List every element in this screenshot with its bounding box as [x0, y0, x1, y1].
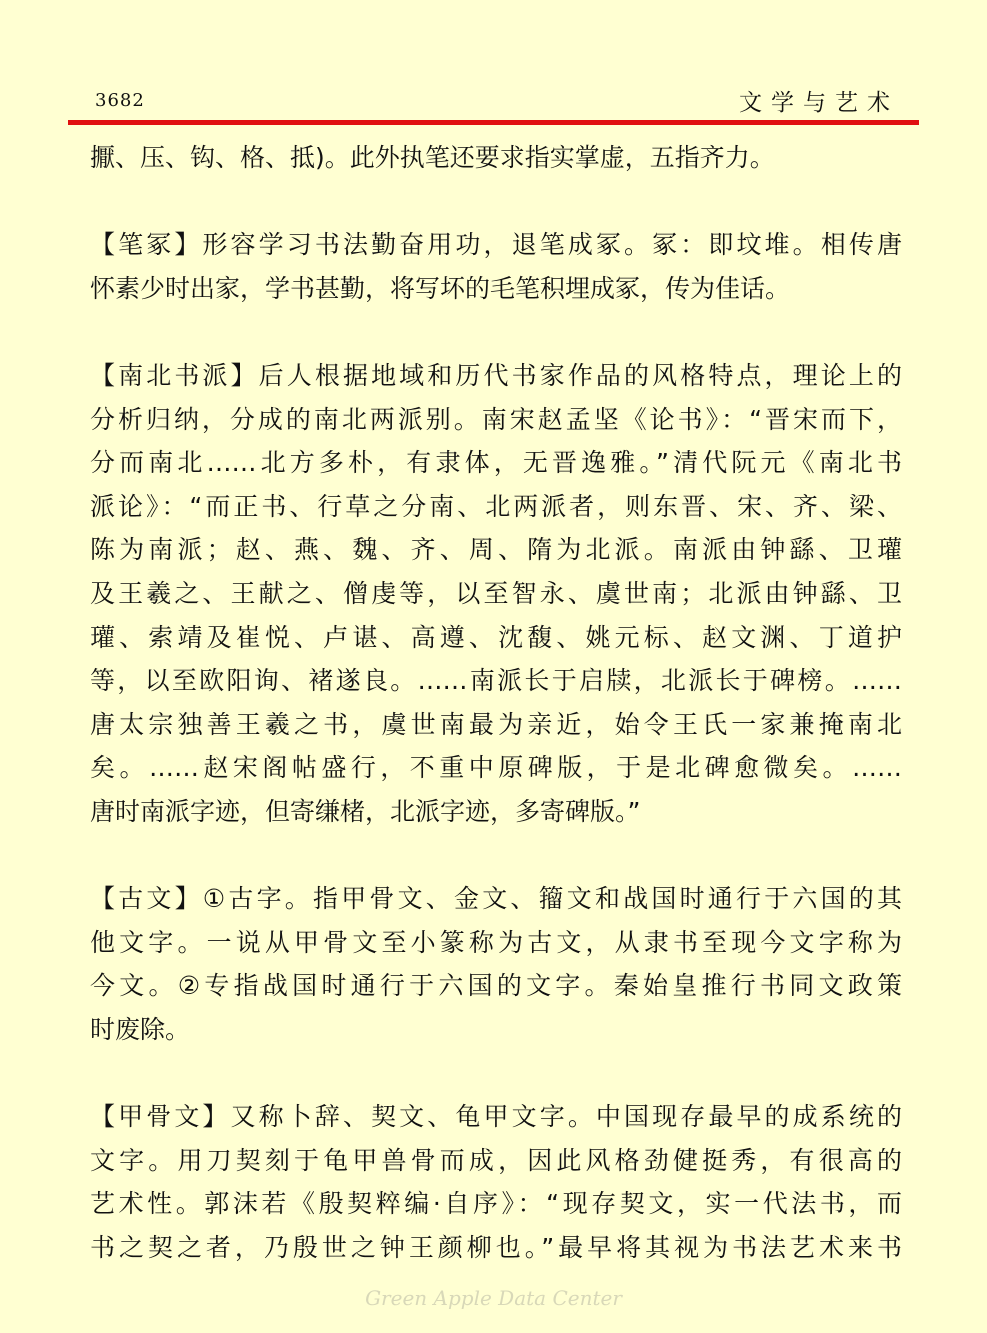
entry-gu-wen: [90, 877, 902, 1051]
text-line: 【笔冢】形容学习书法勤奋用功，退笔成冢。冢：即坟堆。相传唐: [90, 230, 902, 260]
text-line: 他文字。一说从甲骨文至小篆称为古文，从隶书至现今文字称为: [90, 927, 902, 957]
text-line: 擫、压、钩、格、抵)。此外执笔还要求指实掌虚，五指齐力。: [90, 143, 775, 172]
text-line: 书之契之者，乃殷世之钟王颜柳也。”最早将其视为书法艺术来书: [90, 1232, 902, 1262]
text-line: 矣。……赵宋阁帖盛行，不重中原碑版，于是北碑愈微矣。……: [90, 753, 902, 783]
text-line: 及王羲之、王献之、僧虔等，以至智永、虞世南；北派由钟繇、卫: [90, 578, 902, 608]
text-line: 陈为南派；赵、燕、魏、齐、周、隋为北派。南派由钟繇、卫瓘: [90, 535, 902, 565]
text-line: 【甲骨文】又称卜辞、契文、龟甲文字。中国现存最早的成系统的: [90, 1102, 902, 1132]
entry-jia-gu-wen: [90, 1095, 902, 1269]
text-line: 艺术性。郭沫若《殷契粹编·自序》：“现存契文，实一代法书，而: [90, 1189, 902, 1219]
section-title: 文学与艺术: [739, 90, 899, 116]
paragraph-continuation: [90, 136, 902, 180]
footer-watermark: Green Apple Data Center: [365, 1286, 622, 1310]
text-line: 【古文】①古字。指甲骨文、金文、籀文和战国时通行于六国的其: [90, 884, 902, 914]
text-line: 今文。②专指战国时通行于六国的文字。秦始皇推行书同文政策: [90, 971, 902, 1001]
text-line: 文字。用刀契刻于龟甲兽骨而成，因此风格劲健挺秀，有很高的: [90, 1145, 902, 1175]
text-line: 瓘、索靖及崔悦、卢谌、高遵、沈馥、姚元标、赵文渊、丁道护: [90, 622, 902, 652]
header-divider: [68, 120, 919, 125]
page-number: 3682: [95, 90, 145, 111]
text-line: 唐时南派字迹，但寄缣楮，北派字迹，多寄碑版。”: [90, 796, 641, 826]
text-line: 时废除。: [90, 1014, 191, 1044]
text-line: 怀素少时出家，学书甚勤，将写坏的毛笔积埋成冢，传为佳话。: [90, 273, 791, 303]
text-line: 分而南北……北方多朴，有隶体，无晋逸雅。”清代阮元《南北书: [90, 448, 902, 478]
text-line: 等，以至欧阳询、褚遂良。……南派长于启牍，北派长于碑榜。……: [90, 666, 902, 696]
text-line: 分析归纳，分成的南北两派别。南宋赵孟坚《论书》：“晋宋而下，: [90, 404, 902, 434]
text-line: 唐太宗独善王羲之书，虞世南最为亲近，始令王氏一家兼掩南北: [90, 709, 902, 739]
entry-nan-bei-shu-pai: [90, 354, 902, 834]
body-text: [90, 136, 902, 1269]
entry-bi-zhong: [90, 223, 902, 310]
text-line: 派论》：“而正书、行草之分南、北两派者，则东晋、宋、齐、梁、: [90, 491, 902, 521]
text-line: 【南北书派】后人根据地域和历代书家作品的风格特点，理论上的: [90, 360, 902, 390]
